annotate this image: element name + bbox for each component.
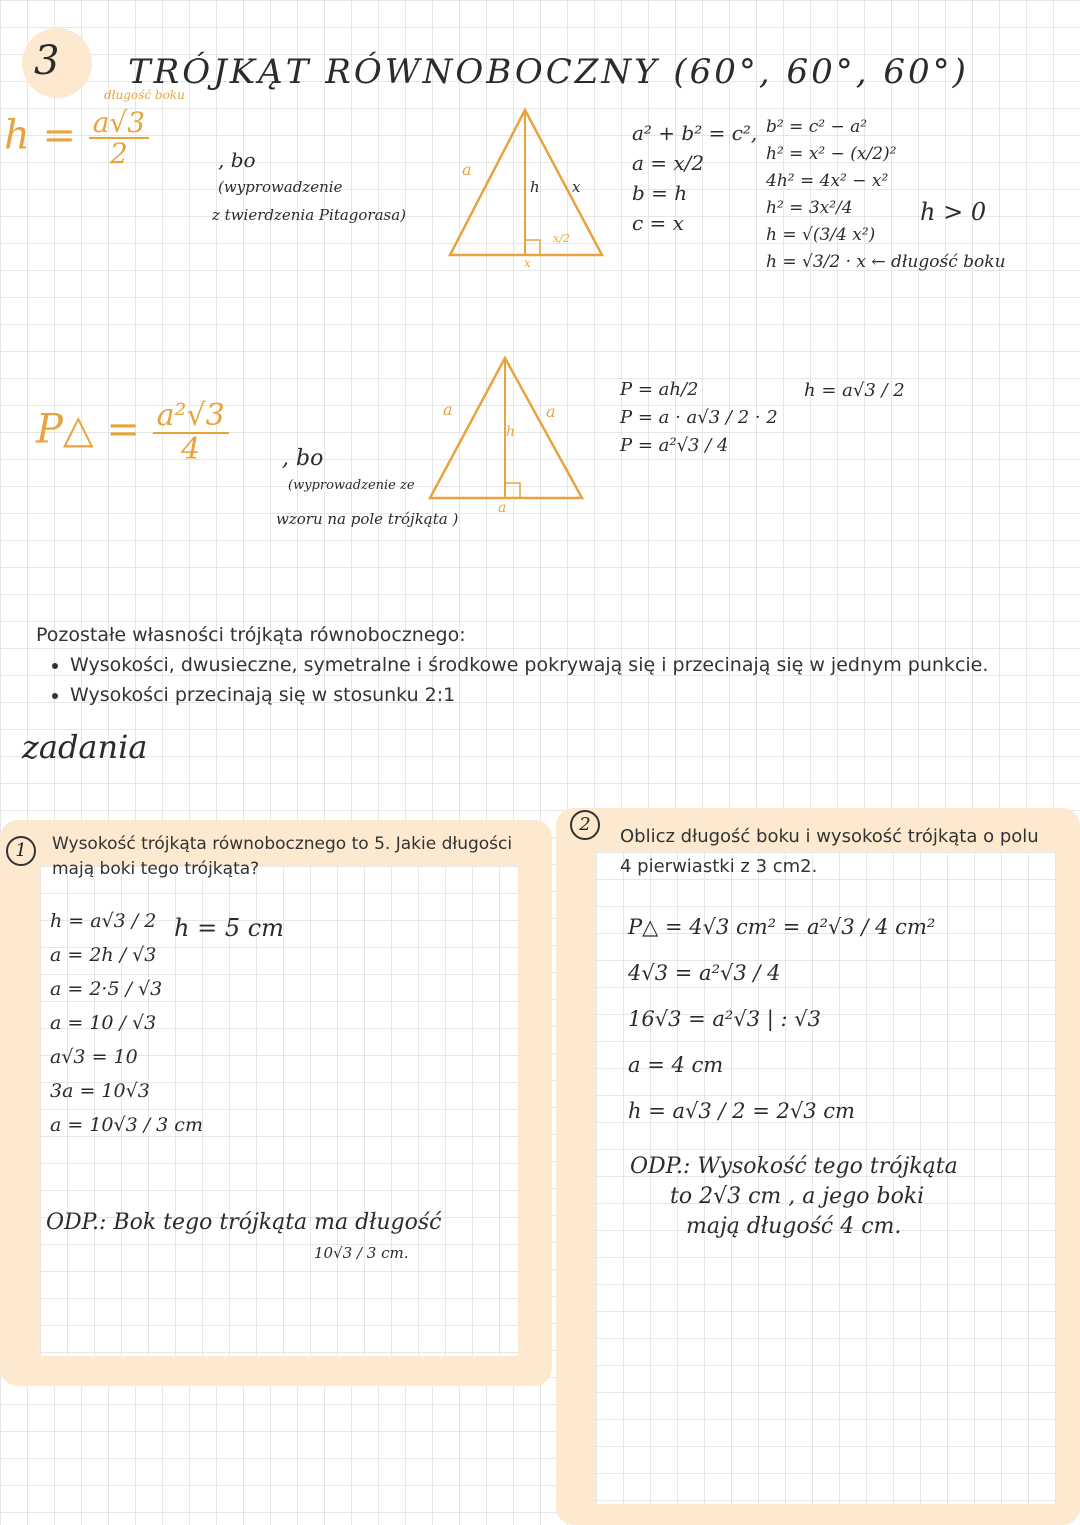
task-1-step: h = a√3 / 2: [50, 910, 157, 932]
side-length-note: długość boku: [104, 88, 185, 102]
tri1-side-right: x: [572, 178, 581, 196]
tri1-base: x: [524, 256, 531, 270]
task-1-step: a = 2·5 / √3: [50, 978, 163, 1000]
deriv-line-3: 4h² = 4x² − x²: [766, 171, 889, 191]
area-denominator: 4: [181, 431, 201, 467]
height-comment-1: , bo: [218, 148, 256, 172]
area-deriv-2: P = a · a√3 / 2 · 2: [620, 407, 778, 428]
task-2-step: a = 4 cm: [628, 1053, 724, 1077]
area-comment-3: wzoru na pole trójkąta ): [276, 510, 459, 528]
task-1-step: a√3 = 10: [50, 1046, 138, 1068]
deriv-line-5: h = √(3/4 x²): [766, 225, 876, 245]
area-lhs: P△ =: [36, 406, 140, 453]
tri1-half-base: x/2: [553, 232, 570, 245]
task-1-steps: [50, 904, 203, 1142]
task-1-step: a = 10 / √3: [50, 1012, 157, 1034]
task-1-step: a = 2h / √3: [50, 944, 157, 966]
height-comment-2: (wyprowadzenie: [218, 178, 343, 196]
pyth-line-2: a = x/2: [632, 151, 705, 175]
properties-section: [36, 620, 1056, 710]
height-numerator: a√3: [89, 108, 149, 139]
tri2-height: h: [506, 424, 516, 440]
height-comment-3: z twierdzenia Pitagorasa): [212, 206, 407, 224]
deriv-line-1: b² = c² − a²: [766, 117, 868, 137]
task-1-answer: ODP.: Bok tego trójkąta ma długość: [46, 1210, 442, 1235]
task-2-answer-line: to 2√3 cm , a jego boki: [670, 1184, 925, 1209]
deriv-line-6: h = √3/2 · x ← długość boku: [766, 252, 1006, 272]
area-derivation: [620, 376, 778, 460]
area-deriv-3: P = a²√3 / 4: [620, 435, 729, 456]
task-1-step: a = 10√3 / 3 cm: [50, 1114, 203, 1136]
task-1-given: h = 5 cm: [174, 914, 284, 942]
deriv-line-4: h² = 3x²/4: [766, 198, 853, 218]
tri2-side-left: a: [443, 400, 453, 419]
task-1-text: Wysokość trójkąta równobocznego to 5. Jakie długości mają boki tego trójkąta?: [52, 834, 513, 879]
deriv-line-2: h² = x² − (x/2)²: [766, 144, 897, 164]
task-2-step: 16√3 = a²√3 | : √3: [628, 1007, 822, 1031]
task-2-text: Oblicz długość boku i wysokość trójkąta o polu 4 pierwiastki z 3 cm2.: [620, 826, 1039, 877]
task-2-number: 2: [570, 810, 600, 840]
tri1-height: h: [530, 178, 540, 196]
section-number: 3: [34, 38, 60, 84]
height-formula: [4, 108, 149, 169]
area-fraction: [153, 400, 229, 465]
area-comment-2: (wyprowadzenie ze: [288, 478, 415, 493]
properties-heading: Pozostałe własności trójkąta równobocznego:: [36, 624, 466, 646]
area-comment-1: , bo: [282, 446, 324, 471]
pyth-line-3: b = h: [632, 181, 688, 205]
height-positive: h > 0: [920, 198, 987, 226]
height-fraction: [89, 108, 149, 169]
area-h-formula: h = a√3 / 2: [804, 380, 905, 401]
pythagoras-setup: [632, 118, 757, 238]
tasks-heading: zadania: [22, 728, 148, 766]
property-item: • Wysokości przecinają się w stosunku 2:1: [70, 680, 1056, 710]
task-2-answer-line: mają długość 4 cm.: [686, 1214, 902, 1239]
triangle-diagram-1: [440, 100, 615, 280]
task-2-answer: [630, 1152, 958, 1242]
pyth-line-1: a² + b² = c²,: [632, 121, 758, 145]
task-2-step: 4√3 = a²√3 / 4: [628, 961, 781, 985]
height-denominator: 2: [109, 137, 128, 171]
area-numerator: a²√3: [153, 400, 229, 434]
task-2-step: h = a√3 / 2 = 2√3 cm: [628, 1099, 855, 1123]
area-formula: [36, 400, 229, 465]
pythagoras-derivation: [766, 114, 1006, 276]
tri2-side-right: a: [546, 402, 556, 421]
property-item: • Wysokości, dwusieczne, symetralne i środkowe pokrywają się i przecinają się w jednym punkcie.: [70, 650, 1056, 680]
height-lhs: h =: [4, 112, 76, 159]
task-1-step: 3a = 10√3: [50, 1080, 150, 1102]
task-2-steps: [628, 904, 935, 1134]
task-2-answer-line: ODP.: Wysokość tego trójkąta: [630, 1154, 958, 1179]
task-2-step: P△ = 4√3 cm² = a²√3 / 4 cm²: [628, 915, 936, 939]
area-deriv-1: P = ah/2: [620, 379, 699, 400]
task-1-number: 1: [6, 836, 36, 866]
tri1-side-left: a: [462, 160, 472, 179]
task-1-answer-value: 10√3 / 3 cm.: [314, 1244, 409, 1262]
page-title: TRÓJKĄT RÓWNOBOCZNY (60°, 60°, 60°): [128, 52, 969, 92]
tri2-base: a: [498, 500, 507, 516]
pyth-line-4: c = x: [632, 211, 684, 235]
